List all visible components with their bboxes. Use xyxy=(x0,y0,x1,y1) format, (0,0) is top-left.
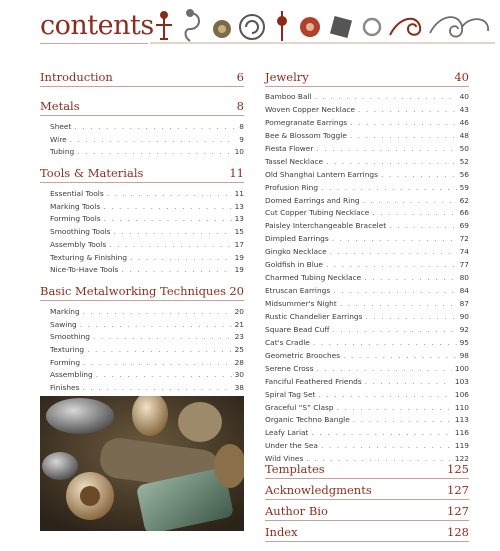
entry-label: Essential Tools xyxy=(50,189,104,199)
section-heading[interactable] xyxy=(40,70,244,87)
leader-dots xyxy=(109,240,231,249)
toc-entry[interactable] xyxy=(40,214,244,227)
entry-label: Fanciful Feathered Friends xyxy=(265,376,362,386)
leader-dots xyxy=(343,351,457,360)
section-title: Introduction xyxy=(40,70,113,84)
leader-dots xyxy=(350,118,456,127)
toc-entry[interactable] xyxy=(265,157,469,170)
entry-label: Square Bead Cuff xyxy=(265,324,330,334)
toc-entry[interactable] xyxy=(40,358,244,371)
toc-entry[interactable] xyxy=(265,441,469,454)
leader-dots xyxy=(80,320,232,329)
entry-label: Charmed Tubing Necklace xyxy=(265,273,362,283)
entry-page: 19 xyxy=(234,252,244,262)
entry-label: Profusion Ring xyxy=(265,182,319,192)
leader-dots xyxy=(350,131,457,140)
entry-page: 48 xyxy=(459,130,469,140)
toc-entry[interactable] xyxy=(265,234,469,247)
leader-dots xyxy=(321,183,457,192)
leader-dots xyxy=(332,234,457,243)
section-page: 20 xyxy=(229,283,244,298)
toc-entry[interactable] xyxy=(40,320,244,333)
ring-icon xyxy=(364,19,380,35)
entry-page: 59 xyxy=(459,182,469,192)
leader-dots xyxy=(74,122,236,131)
section-heading[interactable] xyxy=(265,70,469,87)
section-heading[interactable] xyxy=(265,463,469,479)
section-page: 125 xyxy=(447,462,469,476)
entry-label: Dimpled Earrings xyxy=(265,234,329,244)
entry-page: 17 xyxy=(234,239,244,249)
section-tools-materials xyxy=(40,166,244,278)
entry-page: 8 xyxy=(239,122,244,131)
leader-dots xyxy=(83,307,232,316)
entry-label: Texturing xyxy=(50,344,85,354)
section-heading[interactable] xyxy=(40,284,244,301)
toc-entry[interactable] xyxy=(265,118,469,131)
toc-entry[interactable] xyxy=(265,286,469,299)
entry-label: Paisley Interchangeable Bracelet xyxy=(265,221,387,231)
leader-dots xyxy=(107,189,232,198)
entry-label: Cat's Cradle xyxy=(265,337,310,347)
entry-label: Rustic Chandelier Earrings xyxy=(265,311,363,321)
section-page: 127 xyxy=(447,504,469,518)
entry-label: Tubing xyxy=(50,147,75,157)
entry-page: 9 xyxy=(239,134,244,144)
entry-label: Organic Techno Bangle xyxy=(265,415,350,425)
toc-entry[interactable] xyxy=(40,122,244,135)
toc-entry[interactable] xyxy=(265,390,469,403)
entry-page: 40 xyxy=(459,92,469,101)
entry-page: 119 xyxy=(454,441,469,451)
section-heading[interactable] xyxy=(265,526,469,542)
entry-label: Forming xyxy=(50,357,81,367)
leader-dots xyxy=(82,383,231,392)
entry-page: 10 xyxy=(234,147,244,157)
entry-label: Tassel Necklace xyxy=(265,156,324,166)
toc-entry[interactable] xyxy=(40,332,244,345)
toc-entry[interactable] xyxy=(40,265,244,278)
toc-entry[interactable] xyxy=(265,338,469,351)
section-page: 11 xyxy=(229,166,244,181)
entry-page: 21 xyxy=(234,319,244,329)
toc-entry[interactable] xyxy=(265,403,469,416)
leader-dots xyxy=(318,390,451,399)
section-title: Index xyxy=(265,525,298,539)
leader-dots xyxy=(114,227,232,236)
leader-dots xyxy=(337,403,452,412)
leader-dots xyxy=(104,214,232,223)
entry-page: 116 xyxy=(454,428,469,438)
entry-page: 25 xyxy=(234,344,244,354)
leader-dots xyxy=(70,135,237,144)
leader-dots xyxy=(365,377,452,386)
toc-entry[interactable] xyxy=(265,351,469,364)
beads-image xyxy=(40,396,244,531)
leader-dots xyxy=(358,105,457,114)
section-title: Templates xyxy=(265,462,325,476)
leader-dots xyxy=(363,196,457,205)
section-title: Basic Metalworking Techniques xyxy=(40,283,227,298)
entry-label: Woven Copper Necklace xyxy=(265,104,355,114)
entry-label: Assembling xyxy=(50,370,93,380)
leader-dots xyxy=(353,415,452,424)
entry-page: 38 xyxy=(234,383,244,392)
title-rule xyxy=(40,43,148,44)
toc-entry[interactable] xyxy=(40,147,244,160)
entry-page: 62 xyxy=(459,195,469,205)
entry-label: Forming Tools xyxy=(50,214,101,224)
toc-entry[interactable] xyxy=(265,196,469,209)
toc-entry[interactable] xyxy=(265,325,469,338)
entry-page: 46 xyxy=(459,117,469,127)
page-header xyxy=(0,0,500,58)
entry-page: 92 xyxy=(459,324,469,334)
jewelry-ornament-banner xyxy=(150,5,495,53)
leader-dots xyxy=(381,170,457,179)
toc-entry[interactable] xyxy=(265,170,469,183)
page-title: contents xyxy=(40,10,154,41)
entry-page: 20 xyxy=(234,306,244,316)
section-title: Tools & Materials xyxy=(40,166,144,181)
entry-label: Bamboo Ball xyxy=(265,92,312,101)
toc-entry[interactable] xyxy=(265,92,469,105)
jewelry-entry-list xyxy=(265,92,469,467)
entry-label: Bee & Blossom Toggle xyxy=(265,130,347,140)
entry-label: Assembly Tools xyxy=(50,239,107,249)
toc-entry[interactable] xyxy=(265,221,469,234)
entry-label: Graceful “S” Clasp xyxy=(265,402,334,412)
entry-label: Smoothing Tools xyxy=(50,227,111,237)
bead-icon xyxy=(213,20,231,38)
toc-entry[interactable] xyxy=(40,135,244,148)
entry-label: Nice-To-Have Tools xyxy=(50,265,119,275)
entry-page: 100 xyxy=(454,363,469,373)
section-page: 127 xyxy=(447,483,469,497)
leader-dots xyxy=(103,202,231,211)
leader-dots xyxy=(340,299,457,308)
entry-page: 95 xyxy=(459,337,469,347)
entry-label: Pomegranate Earrings xyxy=(265,117,348,127)
leader-dots xyxy=(306,454,452,463)
entry-page: 80 xyxy=(459,273,469,283)
entry-page: 110 xyxy=(454,402,469,412)
entry-label: Gingko Necklace xyxy=(265,247,327,257)
jewelry-beads-photo xyxy=(40,396,244,531)
section-page: 40 xyxy=(454,70,469,84)
entry-page: 77 xyxy=(459,260,469,270)
entry-label: Serene Cross xyxy=(265,363,314,373)
leader-dots xyxy=(372,208,456,217)
section-page: 6 xyxy=(236,70,244,84)
square-bead-icon xyxy=(330,16,352,38)
toc-entry[interactable] xyxy=(265,364,469,377)
section-title: Jewelry xyxy=(265,70,309,84)
contents-left-column xyxy=(40,70,244,408)
entry-page: 72 xyxy=(459,234,469,244)
toc-entry[interactable] xyxy=(40,189,244,202)
leader-dots xyxy=(389,221,456,230)
entry-page: 90 xyxy=(459,311,469,321)
section-introduction xyxy=(40,70,244,87)
charm-icon xyxy=(156,12,172,39)
entry-page: 30 xyxy=(234,370,244,380)
entry-page: 13 xyxy=(234,214,244,224)
entry-page: 15 xyxy=(234,227,244,237)
entry-label: Wild Vines xyxy=(265,454,304,464)
toc-entry[interactable] xyxy=(265,415,469,428)
entry-page: 13 xyxy=(234,201,244,211)
section-title: Author Bio xyxy=(265,504,328,518)
leader-dots xyxy=(315,92,457,101)
entry-label: Leafy Lariat xyxy=(265,428,309,438)
entry-page: 50 xyxy=(459,143,469,153)
entry-label: Sawing xyxy=(50,319,77,329)
toc-entry[interactable] xyxy=(265,260,469,273)
entry-page: 87 xyxy=(459,299,469,308)
toc-entry[interactable] xyxy=(265,144,469,157)
leader-dots xyxy=(333,325,457,334)
entry-label: Fiesta Flower xyxy=(265,143,314,153)
leader-dots xyxy=(333,286,456,295)
leader-dots xyxy=(317,364,452,373)
section-page: 8 xyxy=(236,99,244,113)
entry-label: Marking xyxy=(50,306,80,316)
toc-entry[interactable] xyxy=(265,247,469,260)
entry-label: Texturing & Finishing xyxy=(50,252,128,262)
back-matter-list xyxy=(265,463,469,547)
entry-page: 56 xyxy=(459,169,469,179)
entry-label: Goldfish in Blue xyxy=(265,260,323,270)
leader-dots xyxy=(77,147,231,156)
toc-entry[interactable] xyxy=(265,105,469,118)
entry-page: 52 xyxy=(459,156,469,166)
toc-entry[interactable] xyxy=(40,383,244,396)
leader-dots xyxy=(93,332,232,341)
section-basic-metalworking xyxy=(40,284,244,409)
leader-dots xyxy=(326,157,457,166)
entry-page: 98 xyxy=(459,350,469,360)
hook-icon xyxy=(186,10,200,41)
section-page: 128 xyxy=(447,525,469,539)
entry-label: Marking Tools xyxy=(50,201,101,211)
entry-label: Cut Copper Tubing Necklace xyxy=(265,208,370,218)
leader-dots xyxy=(364,273,456,282)
leader-dots xyxy=(311,428,451,437)
section-heading[interactable] xyxy=(40,99,244,116)
contents-right-column xyxy=(265,70,469,467)
section-heading[interactable] xyxy=(265,505,469,521)
toc-entry[interactable] xyxy=(40,240,244,253)
entry-label: Finishes xyxy=(50,383,80,392)
entry-label: Old Shanghai Lantern Earrings xyxy=(265,169,378,179)
entry-page: 122 xyxy=(454,454,469,464)
toc-entry[interactable] xyxy=(265,377,469,390)
spiral-disc-icon xyxy=(240,15,264,39)
section-title: Acknowledgments xyxy=(265,483,372,497)
entry-page: 106 xyxy=(454,389,469,399)
entry-page: 66 xyxy=(459,208,469,218)
section-title: Metals xyxy=(40,99,80,113)
toc-entry[interactable] xyxy=(40,202,244,215)
entry-page: 69 xyxy=(459,221,469,231)
entry-page: 84 xyxy=(459,286,469,296)
entry-page: 23 xyxy=(234,332,244,342)
leader-dots xyxy=(313,338,457,347)
leader-dots xyxy=(83,358,232,367)
leader-dots xyxy=(321,441,452,450)
leader-dots xyxy=(316,144,456,153)
leader-dots xyxy=(330,247,457,256)
toc-entry[interactable] xyxy=(265,183,469,196)
entry-label: Spiral Tag Set xyxy=(265,389,316,399)
section-metals xyxy=(40,99,244,160)
leader-dots xyxy=(121,265,231,274)
toc-entry[interactable] xyxy=(265,273,469,286)
section-jewelry xyxy=(265,70,469,467)
entry-label: Under the Sea xyxy=(265,441,318,451)
section-heading[interactable] xyxy=(265,484,469,500)
scroll-icon xyxy=(390,19,420,35)
entry-label: Wire xyxy=(50,134,67,144)
pin-icon xyxy=(278,11,286,41)
entry-page: 74 xyxy=(459,247,469,257)
leader-dots xyxy=(96,370,232,379)
entry-page: 113 xyxy=(454,415,469,425)
entry-page: 103 xyxy=(454,376,469,386)
swirl-wire-icon xyxy=(430,17,488,36)
leader-dots xyxy=(130,253,232,262)
toc-entry[interactable] xyxy=(40,307,244,320)
toc-entry[interactable] xyxy=(40,345,244,358)
entry-page: 28 xyxy=(234,357,244,367)
leader-dots xyxy=(326,260,457,269)
entry-page: 19 xyxy=(234,265,244,275)
entry-label: Smoothing xyxy=(50,332,90,342)
entry-label: Midsummer's Night xyxy=(265,299,337,308)
entry-label: Domed Earrings and Ring xyxy=(265,195,360,205)
leader-dots xyxy=(365,312,456,321)
toc-entry[interactable] xyxy=(265,208,469,221)
toc-entry[interactable] xyxy=(265,131,469,144)
toc-entry[interactable] xyxy=(40,253,244,266)
toc-entry[interactable] xyxy=(265,299,469,312)
entry-page: 43 xyxy=(459,104,469,114)
entry-label: Geometric Brooches xyxy=(265,350,341,360)
leader-dots xyxy=(87,345,231,354)
section-heading[interactable] xyxy=(40,166,244,183)
entry-label: Etruscan Earrings xyxy=(265,286,331,296)
toc-entry[interactable] xyxy=(265,312,469,325)
toc-entry[interactable] xyxy=(265,428,469,441)
flower-bead-icon xyxy=(300,17,320,37)
entry-label: Sheet xyxy=(50,122,72,131)
entry-page: 11 xyxy=(234,189,244,199)
toc-entry[interactable] xyxy=(40,227,244,240)
toc-entry[interactable] xyxy=(40,370,244,383)
